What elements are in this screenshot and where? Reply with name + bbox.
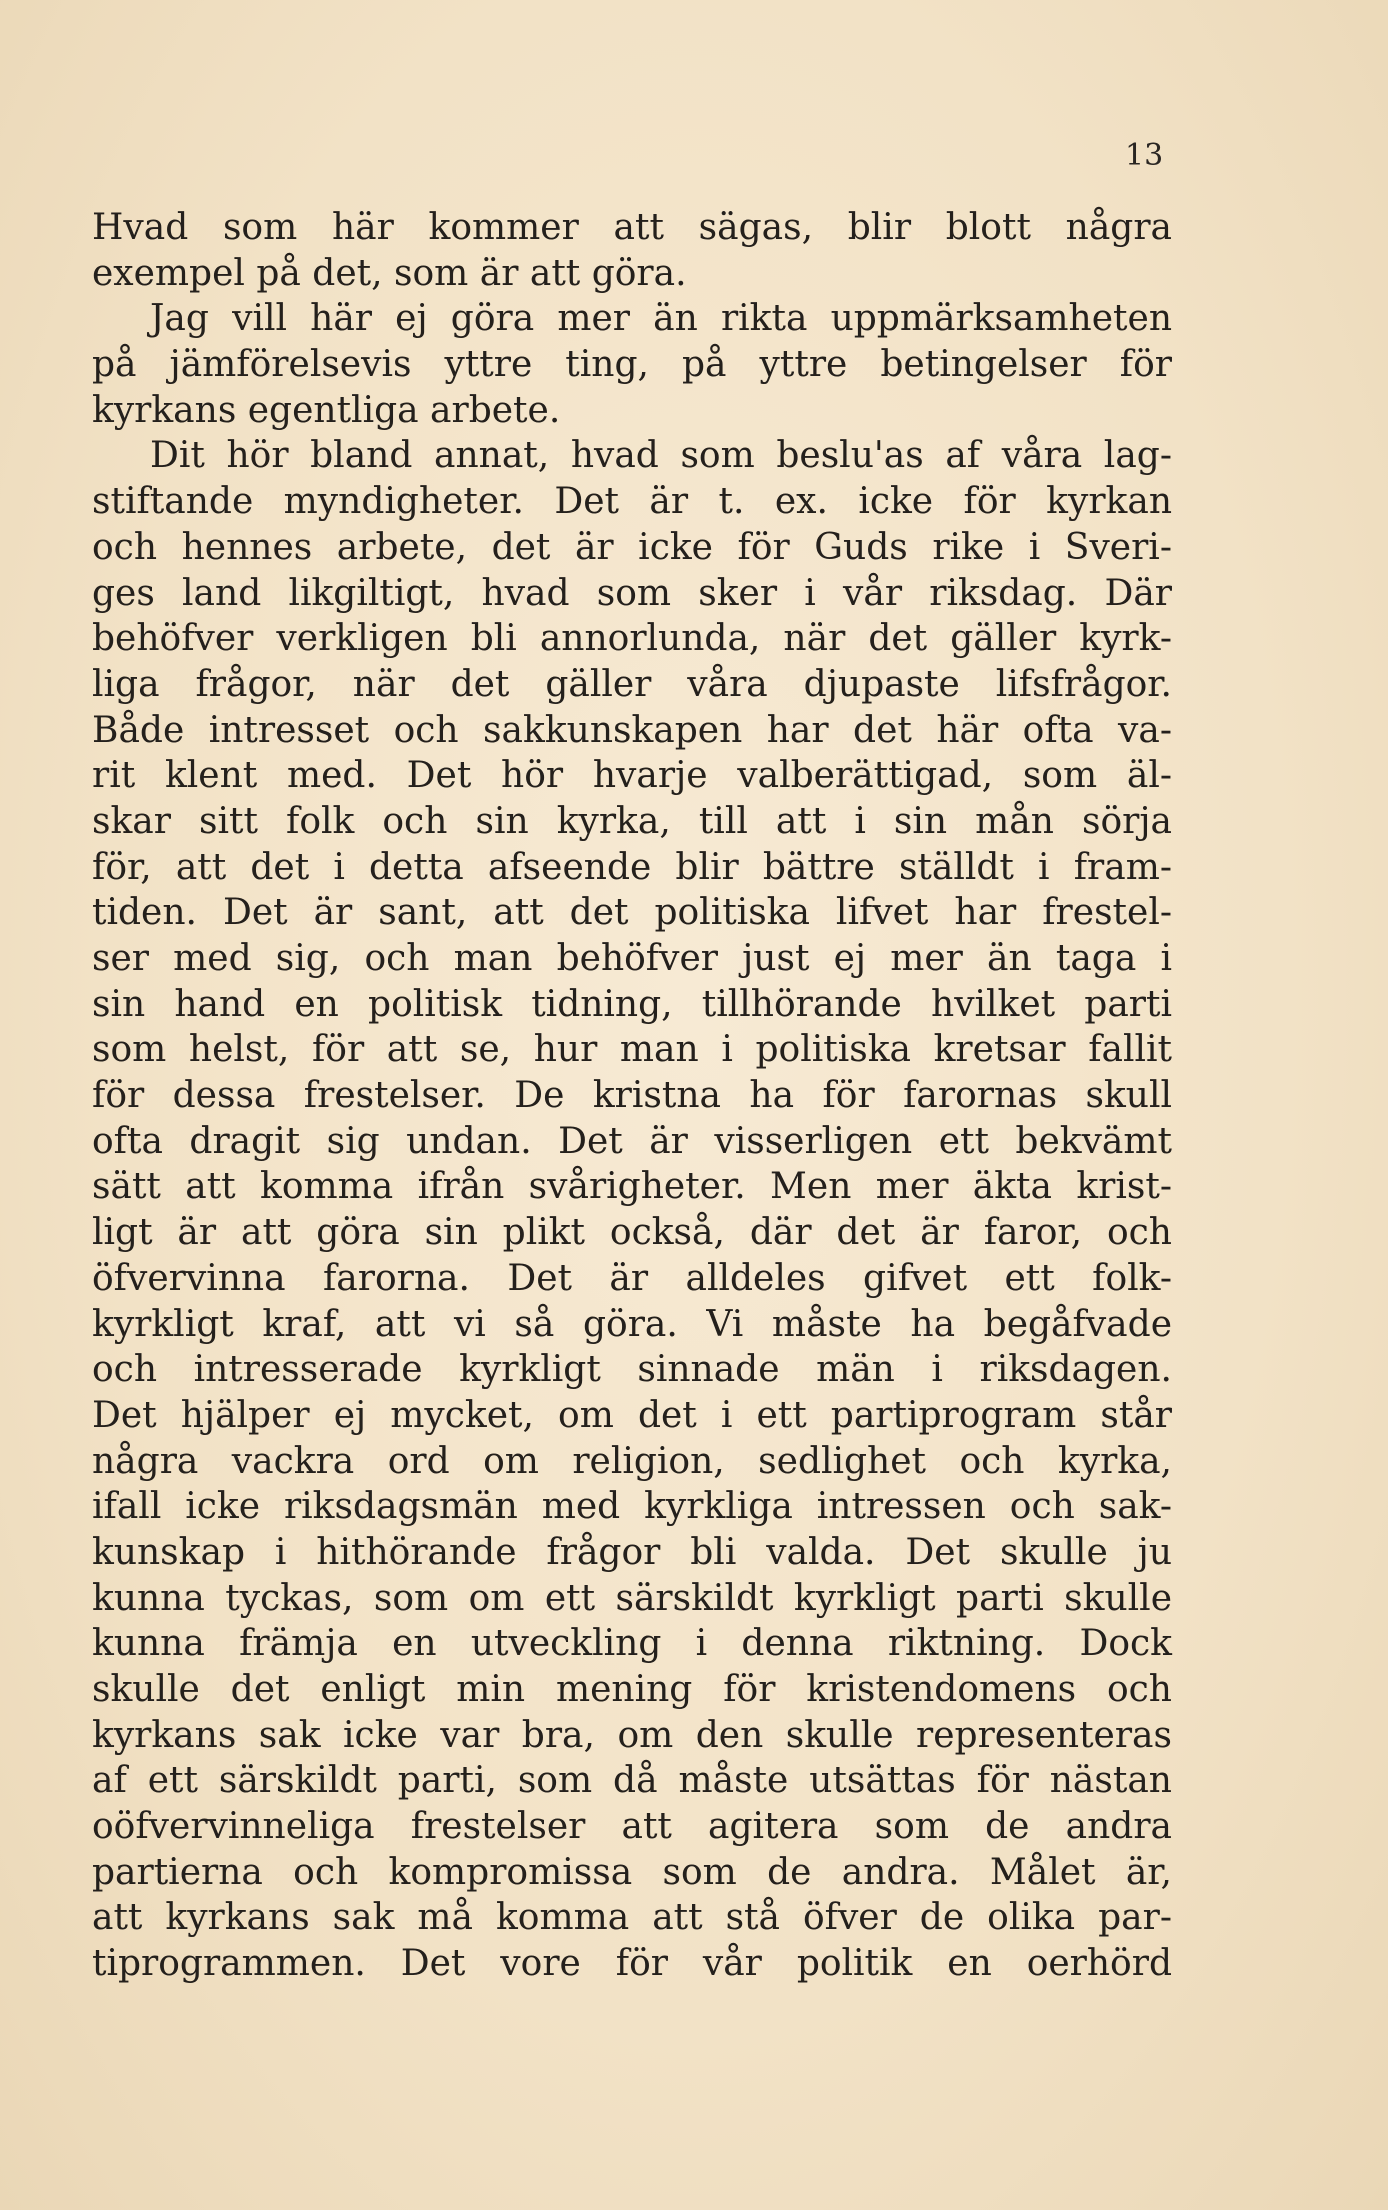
text-line: skar sitt folk och sin kyrka, till att i sin mån sörja <box>92 800 1172 842</box>
text-line: kunna främja en utveckling i denna riktning. Dock <box>92 1623 1172 1665</box>
text-line: ifall icke riksdagsmän med kyrkliga intressen och sak- <box>92 1486 1172 1528</box>
text-line: att kyrkans sak må komma att stå öfver de olika par- <box>92 1897 1172 1939</box>
text-line: tiprogrammen. Det vore för vår politik en oerhörd <box>92 1943 1172 1985</box>
text-line: rit klent med. Det hör hvarje valberättigad, som äl- <box>92 755 1172 797</box>
text-line: för dessa frestelser. De kristna ha för farornas skull <box>92 1075 1172 1117</box>
text-line: af ett särskildt parti, som då måste utsättas för nästan <box>92 1760 1172 1802</box>
body-text <box>92 205 1172 1987</box>
text-line: ges land likgiltigt, hvad som sker i vår riksdag. Där <box>92 572 1172 614</box>
text-line: liga frågor, när det gäller våra djupaste lifsfrågor. <box>92 663 1172 705</box>
text-line: sin hand en politisk tidning, tillhörande hvilket parti <box>92 983 1172 1025</box>
text-line: för, att det i detta afseende blir bättre ställdt i fram- <box>92 846 1172 888</box>
text-line: kunna tyckas, som om ett särskildt kyrkligt parti skulle <box>92 1577 1172 1619</box>
text-line: oöfvervinneliga frestelser att agitera som de andra <box>92 1806 1172 1848</box>
text-line: Det hjälper ej mycket, om det i ett partiprogram står <box>92 1394 1172 1436</box>
text-line: ligt är att göra sin plikt också, där det är faror, och <box>92 1212 1172 1254</box>
text-line: ofta dragit sig undan. Det är visserligen ett bekvämt <box>92 1120 1172 1162</box>
text-line: och intresserade kyrkligt sinnade män i riksdagen. <box>92 1349 1172 1391</box>
page-number: 13 <box>1125 138 1164 173</box>
text-line: kunskap i hithörande frågor bli valda. Det skulle ju <box>92 1531 1172 1573</box>
text-line: sätt att komma ifrån svårigheter. Men mer äkta krist- <box>92 1166 1172 1208</box>
text-line: ser med sig, och man behöfver just ej mer än taga i <box>92 938 1172 979</box>
text-line: kyrkans egentliga arbete. <box>92 389 561 431</box>
text-line: som helst, för att se, hur man i politiska kretsar fallit <box>92 1029 1172 1071</box>
text-line: exempel på det, som är att göra. <box>92 252 687 294</box>
text-line: stiftande myndigheter. Det är t. ex. icke för kyrkan <box>92 481 1172 523</box>
text-line: behöfver verkligen bli annorlunda, när det gäller kyrk- <box>92 618 1172 660</box>
text-line: skulle det enligt min mening för kristendomens och <box>92 1669 1172 1710</box>
text-line: tiden. Det är sant, att det politiska lifvet har frestel- <box>92 892 1172 934</box>
text-line: öfvervinna farorna. Det är alldeles gifvet ett folk- <box>92 1257 1172 1299</box>
text-line: kyrkans sak icke var bra, om den skulle representeras <box>92 1714 1172 1756</box>
text-line: partierna och kompromissa som de andra. Målet är, <box>92 1851 1172 1893</box>
text-line: Dit hör bland annat, hvad som beslu'as af våra lag- <box>150 435 1172 477</box>
text-line: och hennes arbete, det är icke för Guds rike i Sveri- <box>92 526 1172 568</box>
text-line: på jämförelsevis yttre ting, på yttre betingelser för <box>92 344 1172 386</box>
text-line: några vackra ord om religion, sedlighet och kyrka, <box>92 1440 1172 1482</box>
text-line: Jag vill här ej göra mer än rikta uppmärksamheten <box>150 298 1172 340</box>
text-line: Hvad som här kommer att sägas, blir blott några <box>92 207 1172 248</box>
text-line: kyrkligt kraf, att vi så göra. Vi måste ha begåfvade <box>92 1303 1172 1345</box>
text-line: Både intresset och sakkunskapen har det här ofta va- <box>92 709 1172 751</box>
